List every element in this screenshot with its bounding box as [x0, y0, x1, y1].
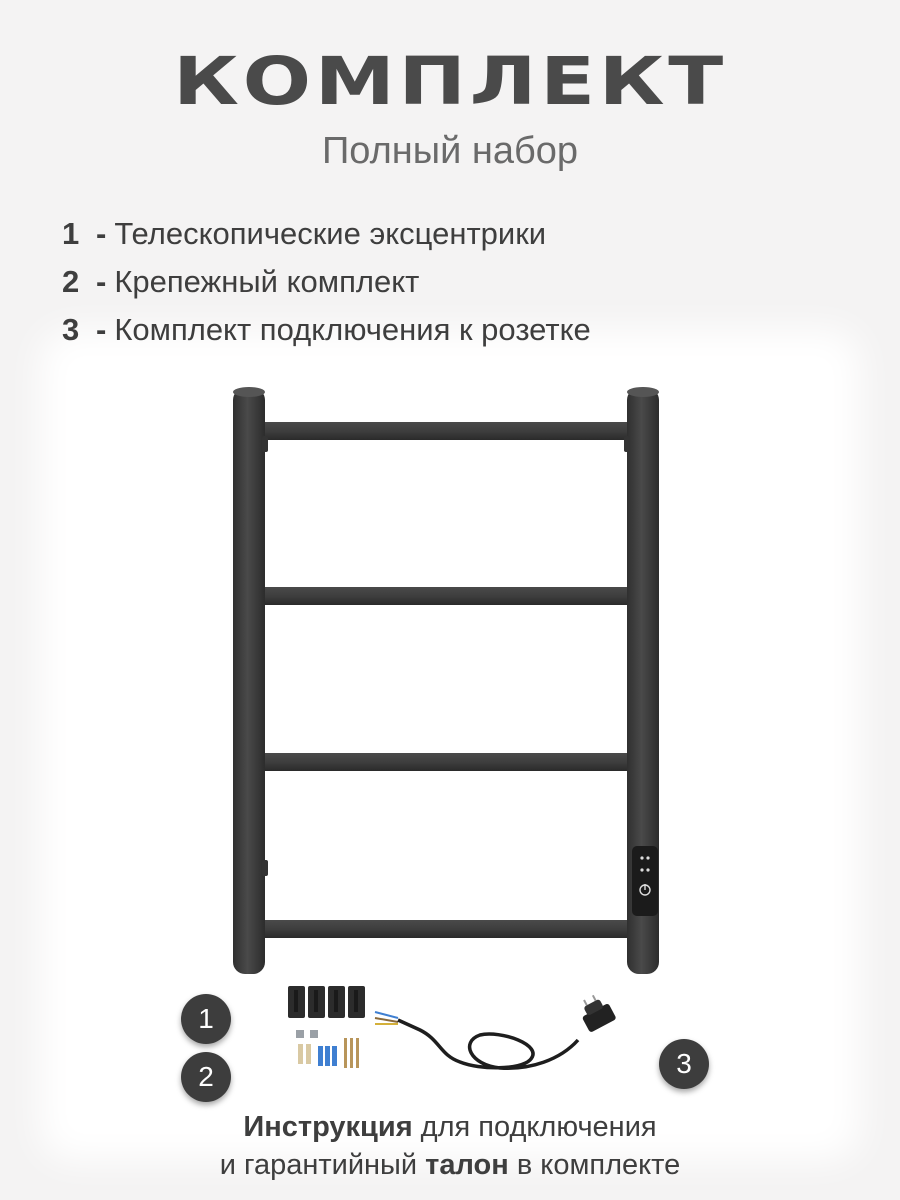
list-item-text: Телескопические эксцентрики	[114, 216, 547, 251]
rail-post-left	[233, 388, 265, 974]
footer-line-1	[0, 1108, 900, 1146]
list-item-text: Комплект подключения к розетке	[114, 312, 591, 347]
footer-line-1-rest: для подключения	[412, 1111, 657, 1143]
footer-line-2-end: в комплекте	[508, 1149, 681, 1181]
rail-bar	[255, 753, 640, 771]
footer-instruction-bold: Инструкция	[243, 1111, 413, 1143]
footer-line-2	[0, 1146, 900, 1184]
list-item-number: 3	[62, 312, 80, 347]
footer-talon-bold: талон	[425, 1149, 509, 1181]
eccentric-brackets	[288, 986, 365, 1018]
power-controller	[632, 846, 658, 916]
list-item-dash: -	[96, 216, 107, 251]
badge-3: 3	[659, 1039, 709, 1089]
fastener-set	[296, 1030, 359, 1068]
badge-2: 2	[181, 1052, 231, 1102]
list-item-dash: -	[96, 264, 107, 299]
page-title: КОМПЛЕКТ	[173, 43, 727, 120]
badge-1: 1	[181, 994, 231, 1044]
page-subtitle: Полный набор	[321, 130, 579, 172]
list-item-number: 1	[62, 216, 80, 251]
rail-bar	[255, 920, 640, 938]
list-item-number: 2	[62, 264, 80, 299]
power-cord	[375, 991, 617, 1069]
rail-bar	[255, 422, 640, 440]
list-item-dash: -	[96, 312, 107, 347]
towel-rail	[233, 387, 659, 974]
rail-bar	[255, 587, 640, 605]
footer-line-2-start: и гарантийный	[219, 1149, 426, 1181]
list-item-text: Крепежный комплект	[114, 264, 420, 299]
footer-note	[0, 1108, 900, 1184]
